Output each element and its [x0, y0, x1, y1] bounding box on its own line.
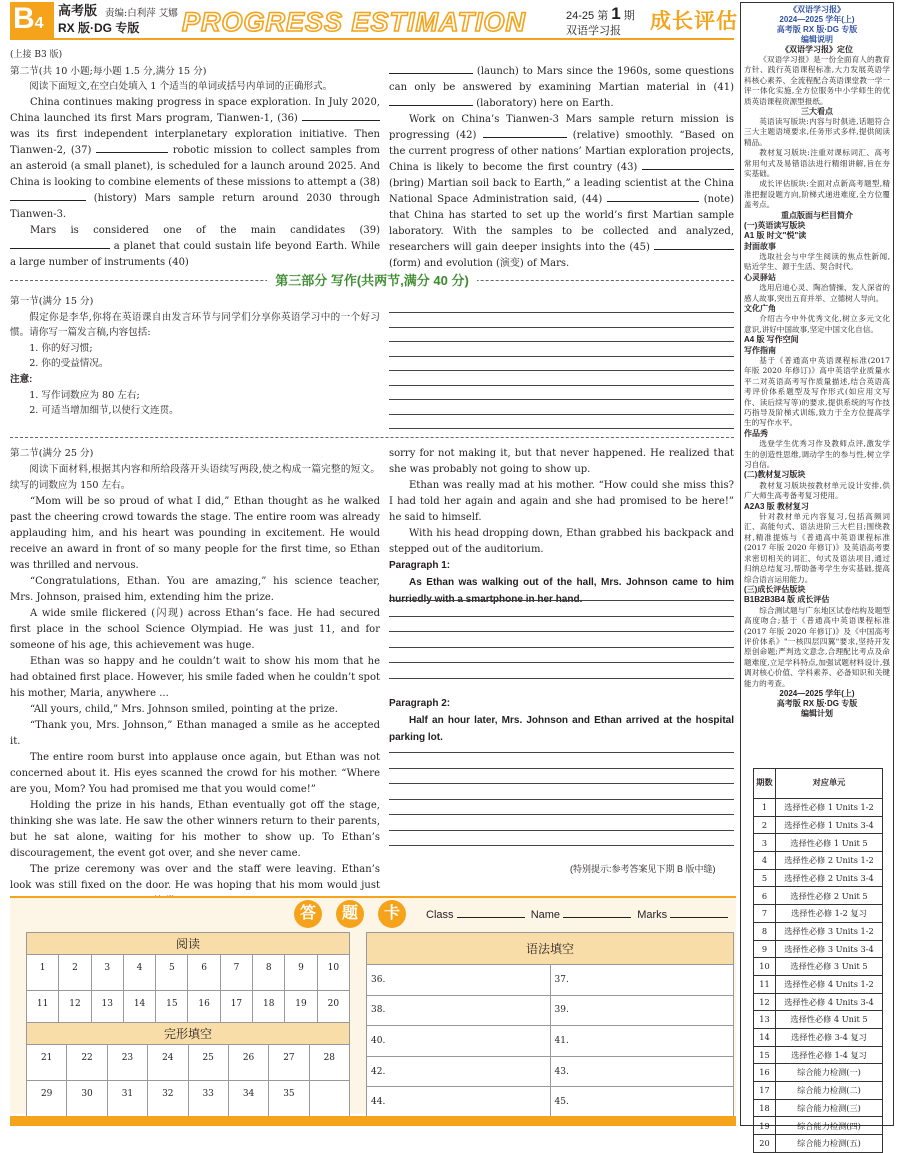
paragraph-1-start: As Ethan was walking out of the hall, Mrs. Johnson came to him	[409, 577, 734, 588]
plan-row	[754, 887, 883, 905]
reading-answer-cell[interactable]: 5	[156, 955, 188, 991]
edition-label: 高考版	[58, 3, 98, 18]
grammar-answer-cell[interactable]: 41.	[550, 1026, 734, 1057]
plan-issue-number: 16	[754, 1064, 776, 1082]
answer-card	[10, 896, 736, 1114]
grammar-answer-cell[interactable]: 39.	[550, 995, 734, 1026]
issue-number: 24-25 第 1 期	[566, 4, 635, 23]
reading-answer-grid	[26, 932, 350, 1027]
sidebar-paragraph: 选用启迪心灵、陶冶情操、发人深省的感人故事,突出五育并举、立德树人导向。	[744, 283, 890, 303]
grammar-answer-cell[interactable]: 37.	[550, 965, 734, 996]
plan-issue-number: 8	[754, 922, 776, 940]
cloze-answer-cell[interactable]: 26	[228, 1045, 268, 1081]
cloze-answer-cell[interactable]: 25	[188, 1045, 228, 1081]
sidebar-heading: 《双语学习报》定位	[781, 45, 853, 54]
plan-row	[754, 922, 883, 940]
writing-s2-task: 阅读下面材料,根据其内容和所给段落开头语续写两段,使之构成一篇完整的短文。续写的词数应为 150 左右。	[10, 464, 380, 491]
plan-issue-number: 12	[754, 993, 776, 1011]
student-info-fields: Class Name Marks	[426, 908, 728, 921]
cloze-answer-cell[interactable]	[309, 1081, 349, 1117]
story-paragraph: The entire room burst into applause once again, but Ethan was not concerned about it. His eyes scanned the crowd for his mother. “Where are you, Mom? You had promised me that you would come!”	[10, 752, 380, 795]
reading-answer-cell[interactable]: 10	[317, 955, 349, 991]
cloze-answer-cell[interactable]: 21	[27, 1045, 67, 1081]
cloze-answer-cell[interactable]: 24	[148, 1045, 188, 1081]
sidebar-heading: A1 版 时文"悦"读	[744, 231, 807, 241]
plan-row	[754, 1099, 883, 1117]
sidebar-paragraph: 成长评估版块:全面对点新高考题型,精准把握设题方向,阶梯式递进难度,全方位覆盖考点。	[744, 179, 890, 210]
plan-issue-number: 15	[754, 1046, 776, 1064]
writing-line[interactable]	[389, 799, 734, 800]
writing-s1-item-2: 2. 你的受益情况。	[29, 358, 109, 370]
writing-line[interactable]	[389, 662, 734, 663]
footer-bar	[10, 1116, 736, 1126]
story-paragraph: “All yours, child,” Mrs. Johnson smiled, pointing at the prize.	[30, 704, 338, 715]
writing-line[interactable]	[389, 814, 734, 815]
paragraph-2-start: Half an hour later, Mrs. Johnson and Ethan arrived at the hospital parking lot.	[389, 715, 734, 743]
sidebar-paragraph: 介绍古今中外优秀文化,树立多元文化意识,讲好中国故事,坚定中国文化自信。	[744, 314, 890, 334]
story-paragraph: “Congratulations, Ethan. You are amazing,” his science teacher, Mrs. Johnson, praised him, extending him the prize.	[10, 576, 380, 603]
grammar-answer-cell[interactable]: 45.	[550, 1087, 734, 1118]
writing-section-title: 第三部分 写作(共两节,满分 40 分)	[10, 270, 734, 290]
grammar-grid-title: 语法填空	[367, 933, 734, 965]
grammar-left-column	[10, 48, 380, 271]
sidebar-heading: (三)成长评估版块	[744, 584, 806, 594]
plan-unit: 综合能力检测(三)	[776, 1099, 883, 1117]
writing-line[interactable]	[389, 783, 734, 784]
sidebar-paragraph: 综合测试题与广东地区试卷结构及题型高度吻合;基于《普通高中英语课程标准(2017 年版 2020 年修订)》及《中国高考评价体系》"一核四层四翼"要求,坚持开发原创命题;严判选文意念,合理配比考点及命题难度,立足学科特点,加强试题材料设计,强调对核心价值、学科素养、必备知识和关键能力的考查。	[744, 605, 890, 688]
growth-title: 成长评估	[650, 10, 738, 33]
grammar-right-column	[389, 64, 734, 272]
sidebar-heading: (二)教材复习版块	[744, 470, 806, 480]
cloze-answer-grid	[26, 1022, 350, 1117]
reading-answer-cell[interactable]: 4	[123, 955, 155, 991]
writing-line[interactable]	[389, 385, 734, 386]
plan-unit: 选择性必修 2 Unit 5	[776, 887, 883, 905]
reading-answer-cell[interactable]: 3	[91, 955, 123, 991]
plan-issue-number: 19	[754, 1117, 776, 1135]
editorial-sidebar	[740, 2, 894, 1149]
writing-line[interactable]	[389, 341, 734, 342]
plan-unit: 选择性必修 2 Units 3-4	[776, 869, 883, 887]
writing-line[interactable]	[389, 678, 734, 679]
reading-answer-cell[interactable]: 11	[27, 991, 59, 1027]
plan-row	[754, 1011, 883, 1029]
plan-row	[754, 869, 883, 887]
plan-col-unit: 对应单元	[776, 769, 883, 799]
plan-unit: 选择性必修 3 Units 1-2	[776, 922, 883, 940]
plan-unit: 选择性必修 3 Unit 5	[776, 958, 883, 976]
plan-issue-number: 1	[754, 799, 776, 817]
grammar-answer-cell[interactable]: 42.	[367, 1056, 551, 1087]
plan-issue-number: 7	[754, 905, 776, 923]
marks-field[interactable]	[670, 908, 728, 918]
sidebar-subtitle: 编辑说明	[801, 35, 833, 44]
writing-line[interactable]	[389, 428, 734, 429]
plan-unit: 综合能力检测(二)	[776, 1082, 883, 1100]
story-paragraph: Ethan was so happy and he couldn’t wait to show his mom that he had obtained first place. However, his smile faded when he couldn’t spot his mother, Maria, anywhere ...	[10, 656, 380, 699]
answer-hint: (特别提示:参考答案见下期 B 版中缝)	[570, 864, 716, 874]
writing-line[interactable]	[389, 631, 734, 632]
editorial-plan-table	[753, 768, 883, 1153]
writing-line[interactable]	[389, 752, 734, 753]
plan-unit: 选择性必修 1 Units 1-2	[776, 799, 883, 817]
answer-card-title: 答 题 卡	[294, 900, 420, 930]
plan-row	[754, 993, 883, 1011]
writing-line[interactable]	[389, 327, 734, 328]
sidebar-heading: 作品秀	[744, 428, 768, 438]
plan-row	[754, 1082, 883, 1100]
plan-col-issue: 期数	[754, 769, 776, 799]
sidebar-paragraph: 基于《普通高中英语课程标准(2017 年版 2020 年修订)》高中英语学业质量水平二对英语高考写作质量描述,结合英语高考评价体系题型及写作形式(如应用文写作、读后续写等)的要求,提供系统的写作技巧指导及阶梯式训练,致力于全方位提高学生的写作水平。	[744, 355, 890, 428]
notice-item-2: 2. 可适当增加细节,以使行文连贯。	[29, 405, 179, 417]
plan-heading: 2024—2025 学年(上)	[779, 688, 855, 698]
story-paragraph: Ethan was really mad at his mother. “How could she miss this? I had told her again and again and she had promised to be here!” he said to himself.	[389, 480, 734, 523]
cloze-answer-cell[interactable]: 34	[228, 1081, 268, 1117]
reading-answer-cell[interactable]: 12	[59, 991, 91, 1027]
plan-unit: 选择性必修 3-4 复习	[776, 1028, 883, 1046]
sidebar-paragraph: 教材复习版块:注重对课标词汇、高考常用句式及易错语法进行精细讲解,旨在夯实基础。	[744, 148, 890, 179]
sidebar-heading: 三大看点	[801, 107, 833, 117]
plan-unit: 选择性必修 1-2 复习	[776, 905, 883, 923]
story-paragraph: With his head dropping down, Ethan grabbed his backpack and stepped out of the auditorium.	[389, 528, 734, 555]
plan-unit: 选择性必修 2 Units 1-2	[776, 852, 883, 870]
grammar-answer-cell[interactable]: 40.	[367, 1026, 551, 1057]
writing-task-1	[10, 294, 380, 419]
sidebar-paragraph: 英语读写版块:内容与时俱进,话题符合三大主题语境要求,任务形式多样,提供阅读精品。	[744, 117, 890, 147]
sidebar-heading: A4 版 写作空间	[744, 335, 799, 345]
reading-answer-cell[interactable]: 13	[91, 991, 123, 1027]
sidebar-paragraph: 《双语学习报》是一份全面育人的教育方针、践行英语课程标准,大力发展英语学科核心素养、全流程配合英语课堂教一学一评一体化实施,全方位服务中小学师生的优质英语课程资源型报纸。	[744, 55, 890, 106]
writing-line[interactable]	[389, 356, 734, 357]
cloze-answer-cell[interactable]: 31	[107, 1081, 147, 1117]
plan-unit: 综合能力检测(五)	[776, 1135, 883, 1153]
plan-unit: 选择性必修 1-4 复习	[776, 1046, 883, 1064]
cloze-grid-title: 完形填空	[27, 1023, 350, 1045]
notice-label: 注意:	[10, 373, 33, 385]
reading-answer-cell[interactable]: 8	[253, 955, 285, 991]
story-paragraph: “Mom will be so proud of what I did,” Ethan thought as he walked past the cheering crowd towards the stage. The entire room was already applauding him, and his heart was pounding in excitement. He would receive an award in front of so many people for the first time, so Ethan was thrilled and nervous.	[10, 496, 380, 571]
cloze-answer-cell[interactable]: 30	[67, 1081, 107, 1117]
writing-s1-task: 假定你是李华,你将在英语课自由发言环节与同学们分享你英语学习中的一个好习惯。请你写一篇发言稿,内容包括:	[10, 311, 380, 339]
writing-s1-item-1: 1. 你的好习惯;	[29, 342, 93, 354]
story-paragraph: sorry for not making it, but that never happened. He realized that she was probably not going to show up.	[389, 448, 734, 475]
plan-unit: 综合能力检测(一)	[776, 1064, 883, 1082]
cloze-answer-cell[interactable]: 32	[148, 1081, 188, 1117]
section-divider-2	[10, 437, 734, 438]
reading-answer-cell[interactable]: 17	[220, 991, 252, 1027]
plan-row	[754, 905, 883, 923]
plan-issue-number: 20	[754, 1135, 776, 1153]
cloze-answer-cell[interactable]: 28	[309, 1045, 349, 1081]
reading-grid-title: 阅读	[27, 933, 350, 955]
grammar-answer-cell[interactable]: 43.	[550, 1056, 734, 1087]
reading-answer-cell[interactable]: 14	[123, 991, 155, 1027]
reading-answer-cell[interactable]: 20	[317, 991, 349, 1027]
plan-row	[754, 852, 883, 870]
cloze-answer-cell[interactable]: 22	[67, 1045, 107, 1081]
plan-issue-number: 9	[754, 940, 776, 958]
reading-answer-cell[interactable]: 19	[285, 991, 317, 1027]
plan-issue-number: 4	[754, 852, 776, 870]
writing-s2-title: 第二节(满分 25 分)	[10, 448, 94, 459]
writing-line[interactable]	[389, 845, 734, 846]
grammar-answer-cell[interactable]: 36.	[367, 965, 551, 996]
plan-issue-number: 13	[754, 1011, 776, 1029]
plan-row	[754, 1028, 883, 1046]
editor-label: 责编:白利萍 艾娜	[105, 8, 178, 19]
writing-line[interactable]	[389, 616, 734, 617]
section-logo: B4	[10, 2, 54, 38]
paragraph-2-label: Paragraph 2:	[389, 698, 451, 709]
plan-row	[754, 958, 883, 976]
reading-answer-cell[interactable]: 18	[253, 991, 285, 1027]
sidebar-paragraph: 教材复习版块按教材单元设计安排,供广大师生高考备考复习使用。	[744, 480, 890, 501]
name-field[interactable]	[563, 908, 631, 918]
header-rule	[10, 38, 734, 40]
plan-row	[754, 1046, 883, 1064]
plan-row	[754, 1117, 883, 1135]
sidebar-heading: A2A3 版 教材复习	[744, 501, 809, 511]
plan-unit: 选择性必修 4 Unit 5	[776, 1011, 883, 1029]
sidebar-heading: 重点版面与栏目简介	[781, 210, 853, 220]
plan-heading: 编辑计划	[801, 708, 833, 718]
reading-answer-cell[interactable]: 1	[27, 955, 59, 991]
grammar-answer-grid	[366, 932, 734, 1118]
story-paragraph: A wide smile flickered (闪现) across Ethan’s face. He had secured first place in the school Science Olympiad. He was just 11, and for someone of his age, this achievement was huge.	[10, 608, 380, 651]
grammar-section-title: 第二节(共 10 小题;每小题 1.5 分,满分 15 分)	[10, 65, 207, 77]
plan-unit: 选择性必修 4 Units 3-4	[776, 993, 883, 1011]
sidebar-paragraph: 针对教材单元内容复习,包括高频词汇、高能句式、语法进阶三大栏目;围绕教材,精准提炼与《普通高中英语课程标准(2017 年版 2020 年修订)》及英语高考要求密切相关的词汇、句式及语法项目,通过归纳总结复习,帮助备考学生夯实基础,提高综合语言运用能力。	[744, 512, 890, 584]
sidebar-heading: B1B2B3B4 版 成长评估	[744, 595, 830, 605]
writing-line[interactable]	[389, 600, 734, 601]
reading-answer-cell[interactable]: 7	[220, 955, 252, 991]
plan-unit: 选择性必修 1 Unit 5	[776, 834, 883, 852]
plan-issue-number: 17	[754, 1082, 776, 1100]
writing-s1-title: 第一节(满分 15 分)	[10, 296, 94, 307]
reading-answer-cell[interactable]: 9	[285, 955, 317, 991]
continued-note: (上接 B3 版)	[10, 50, 63, 60]
sidebar-heading: 写作指南	[744, 345, 776, 355]
banner-title: PROGRESS ESTIMATION	[182, 7, 527, 37]
sidebar-heading: 心灵驿站	[744, 272, 776, 282]
plan-issue-number: 2	[754, 816, 776, 834]
reading-answer-cell[interactable]: 16	[188, 991, 220, 1027]
sidebar-paragraph: 选登学生优秀习作及教师点评,激发学生的创造性思维,调动学生的参与性,树立学习自信。	[744, 439, 890, 470]
plan-unit: 综合能力检测(四)	[776, 1117, 883, 1135]
plan-unit: 选择性必修 4 Units 1-2	[776, 975, 883, 993]
continuation-right-column	[389, 446, 734, 608]
sidebar-heading: 封面故事	[744, 241, 776, 251]
plan-row	[754, 1064, 883, 1082]
sidebar-heading: 文化广角	[744, 303, 776, 313]
sidebar-paragraph: 选取社会与中学生阅读的焦点性新闻,贴近学生、源于生活、契合时代。	[744, 251, 890, 272]
class-field[interactable]	[457, 908, 525, 918]
plan-row	[754, 816, 883, 834]
cloze-answer-cell[interactable]: 27	[269, 1045, 309, 1081]
plan-row	[754, 799, 883, 817]
writing-line[interactable]	[389, 312, 734, 313]
story-paragraph: “Thank you, Mrs. Johnson,” Ethan managed a smile as he accepted it.	[10, 720, 380, 747]
plan-issue-number: 10	[754, 958, 776, 976]
cloze-answer-cell[interactable]: 29	[27, 1081, 67, 1117]
story-paragraph: Holding the prize in his hands, Ethan eventually got off the stage, thinking she was late. He saw the other winners return to their parents, but he sat alone, waiting for his mother to show up. To Ethan’s discouragement, the event got over, and she never came.	[10, 800, 380, 859]
grammar-paragraph-2b: (launch) to Mars since the 1960s, some questions can only be answered by examining Martian material in (41) (laboratory) here on Earth.	[389, 66, 735, 109]
grammar-paragraph-1: China continues making progress in space exploration. In July 2020, China launched its first Mars program, Tianwen-1, (36) was its first independent interplanetary exploration initiative. Then Tianwen-2, (37) robotic mission to collect samples from an asteroid (a small planet), is scheduled for a launch around 2025. And China is looking to combine elements of these missions to attempt a (38) (history) Mars sample return around 2030 through Tianwen-3.	[10, 96, 380, 220]
writing-line[interactable]	[389, 370, 734, 371]
plan-unit: 选择性必修 3 Units 3-4	[776, 940, 883, 958]
reading-answer-cell[interactable]: 6	[188, 955, 220, 991]
version-label: RX 版·DG 专版	[58, 21, 140, 35]
plan-issue-number: 18	[754, 1099, 776, 1117]
plan-row	[754, 1135, 883, 1153]
grammar-paragraph-2a: Mars is considered one of the main candidates (39) a planet that could sustain life beyond Earth. While a large number of instruments (40)	[10, 224, 380, 268]
plan-heading: 高考版 RX 版·DG 专版	[776, 698, 858, 708]
reading-answer-cell[interactable]: 15	[156, 991, 188, 1027]
plan-issue-number: 14	[754, 1028, 776, 1046]
paragraph-1-label: Paragraph 1:	[389, 560, 451, 571]
grammar-instruction: 阅读下面短文,在空白处填入 1 个适当的单词或括号内单词的正确形式。	[29, 81, 333, 93]
cloze-answer-cell[interactable]: 35	[269, 1081, 309, 1117]
grammar-answer-cell[interactable]: 38.	[367, 995, 551, 1026]
paper-name: 双语学习报	[566, 24, 621, 37]
plan-unit: 选择性必修 1 Units 3-4	[776, 816, 883, 834]
sidebar-year: 2024—2025 学年(上)	[779, 15, 855, 24]
plan-issue-number: 11	[754, 975, 776, 993]
paragraph-2-block	[389, 696, 734, 746]
sidebar-edition: 高考版 RX 版·DG 专版	[776, 25, 858, 34]
sidebar-title: 《双语学习报》	[789, 5, 845, 14]
writing-line[interactable]	[389, 399, 734, 400]
writing-line[interactable]	[389, 830, 734, 831]
plan-issue-number: 3	[754, 834, 776, 852]
writing-line[interactable]	[389, 647, 734, 648]
plan-issue-number: 6	[754, 887, 776, 905]
notice-item-1: 1. 写作词数应为 80 左右;	[29, 389, 140, 401]
reading-answer-cell[interactable]: 2	[59, 955, 91, 991]
continuation-left-column	[10, 446, 380, 926]
plan-row	[754, 940, 883, 958]
cloze-answer-cell[interactable]: 33	[188, 1081, 228, 1117]
grammar-paragraph-3: Work on China’s Tianwen-3 Mars sample return mission is progressing (42) (relative) smoothly. “Based on the current progress of other nations’ Martian exploration projects, China is likely to become the first country (43) (bring) Martian soil back to Earth,” a leading scientist at the China National Space Administration said, (44) (note) that China has started to set up the world’s first Martian sample laboratory. With the samples to be collected and analyzed, researchers will gain deeper insights into the (45) (form) and evolution (演变) of Mars.	[389, 114, 734, 269]
sidebar-heading: (一)英语读写版块	[744, 220, 806, 230]
writing-line[interactable]	[389, 414, 734, 415]
plan-row	[754, 975, 883, 993]
story-paragraph: The prize ceremony was over and the staff were leaving. Ethan’s look was still fixed on the door. He was hoping that his mom would just	[10, 864, 380, 891]
grammar-answer-cell[interactable]: 44.	[367, 1087, 551, 1118]
writing-line[interactable]	[389, 768, 734, 769]
plan-row	[754, 834, 883, 852]
cloze-answer-cell[interactable]: 23	[107, 1045, 147, 1081]
plan-issue-number: 5	[754, 869, 776, 887]
